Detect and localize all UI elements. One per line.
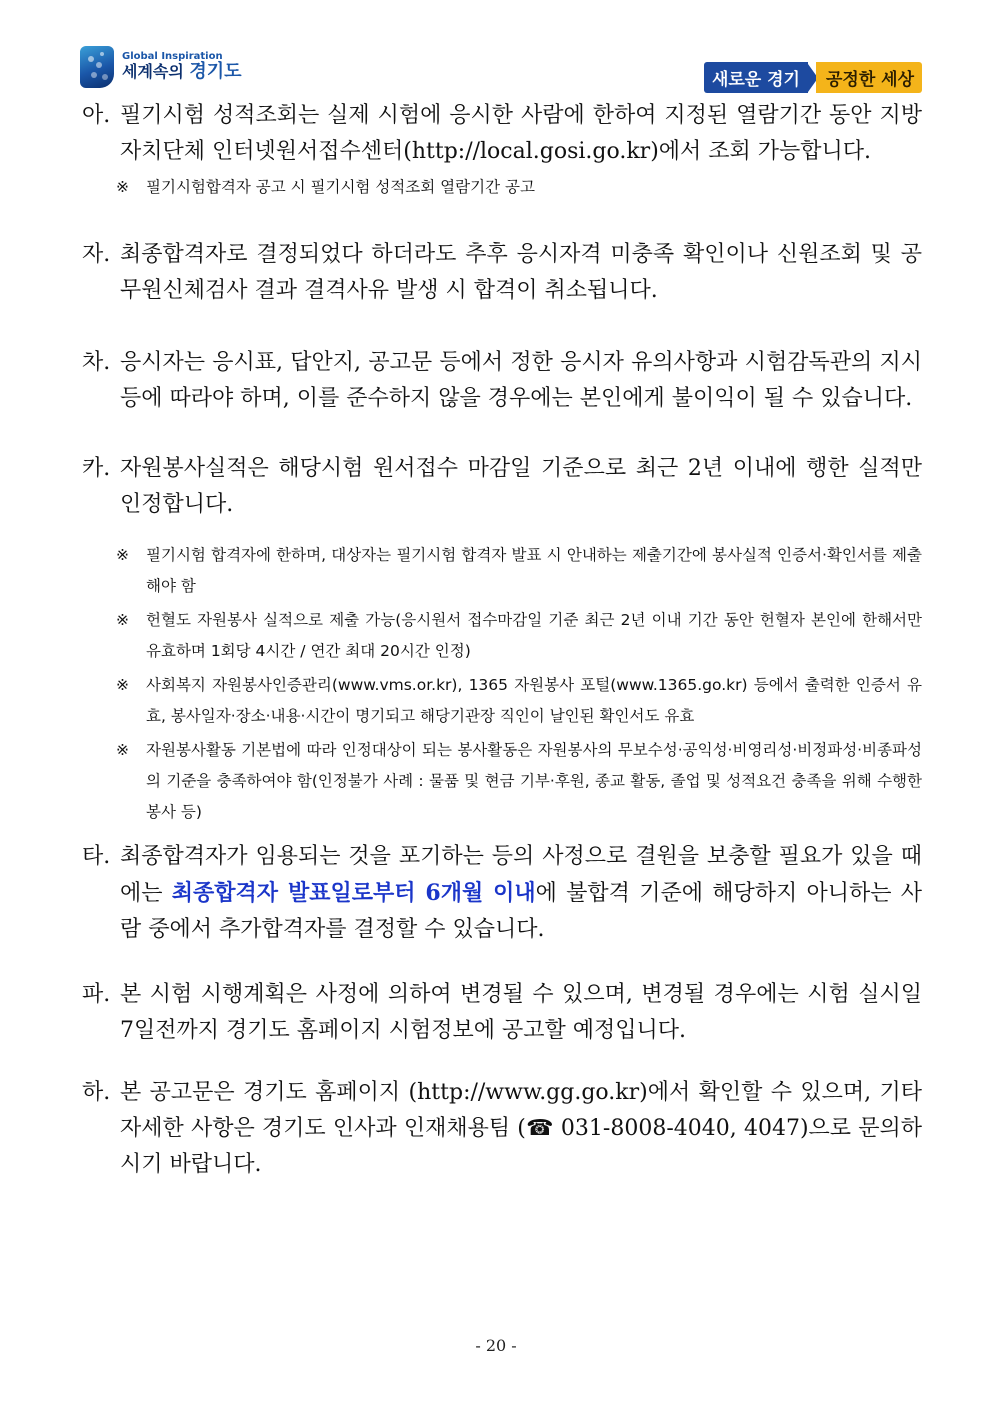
logo-korean	[122, 60, 242, 82]
note-text: 사회복지 자원봉사인증관리(www.vms.or.kr), 1365 자원봉사 포털(www.1365.go.kr) 등에서 출력한 인증서 유효, 봉사일자·장소·내용·시간이 명기되고 해당기관장 직인이 날인된 확인서도 유효	[146, 676, 922, 725]
note	[82, 605, 922, 667]
item-text: 자원봉사실적은 해당시험 원서접수 마감일 기준으로 최근 2년 이내에 행한 실적만 인정합니다.	[120, 456, 922, 517]
item-text: 본 공고문은 경기도 홈페이지 (http://www.gg.go.kr)에서 확인할 수 있으며, 기타 자세한 사항은 경기도 인사과 인재채용팀 (	[120, 1080, 922, 1141]
item-marker: 자.	[82, 242, 111, 267]
item-cha	[82, 345, 922, 417]
logo-name: 경기도	[189, 60, 242, 82]
note	[82, 172, 922, 203]
note-text: 자원봉사활동 기본법에 따라 인정대상이 되는 봉사활동은 자원봉사의 무보수성·공익성·비영리성·비정파성·비종파성의 기준을 충족하여야 함(인정불가 사례 : 물품 및 현금 기부·후원, 종교 활동, 졸업 및 성적요건 충족을 위해 수행한 봉사 등)	[146, 741, 922, 821]
item-ha	[82, 1075, 922, 1183]
item-ja	[82, 237, 922, 309]
item-marker: 하.	[82, 1080, 111, 1105]
note	[82, 735, 922, 828]
logo-prefix: 세계속의	[122, 61, 184, 81]
item-text: 필기시험 성적조회는 실제 시험에 응시한 사람에 한하여 지정된 열람기간 동안 지방자치단체 인터넷원서접수센터(http://local.gosi.go.kr)에서 조회 가능합니다.	[120, 103, 922, 164]
item-marker: 차.	[82, 350, 111, 375]
note-marker: ※	[116, 676, 129, 694]
item-marker: 타.	[82, 844, 111, 869]
globe-logo-icon	[80, 46, 114, 88]
item-text-continued: 에 불합격 기준에 해당하지 아니하는 사람 중에서 추가합격자를 결정할 수 있습니다.	[120, 881, 923, 942]
item-text: 응시자는 응시표, 답안지, 공고문 등에서 정한 응시자 유의사항과 시험감독관의 지시 등에 따라야 하며, 이를 준수하지 않을 경우에는 본인에게 불이익이 될 수 있습니다.	[120, 350, 922, 411]
item-text: 최종합격자가 임용되는 것을 포기하는 등의 사정으로 결원을 보충할 필요가 있을 때에는	[120, 844, 922, 906]
note	[82, 540, 922, 602]
logo-english: Global Inspiration	[122, 51, 223, 63]
note-marker: ※	[116, 178, 129, 196]
item-ta	[82, 839, 922, 948]
item-marker: 파.	[82, 982, 111, 1007]
page-number: - 20 -	[475, 1336, 517, 1355]
document-body	[82, 98, 922, 1183]
note-marker: ※	[116, 611, 129, 629]
item-a	[82, 98, 922, 170]
item-marker: 아.	[82, 103, 111, 128]
slogan-left: 새로운 경기	[704, 62, 808, 93]
item-marker: 카.	[82, 456, 111, 481]
note-text: 필기시험합격자 공고 시 필기시험 성적조회 열람기간 공고	[146, 178, 535, 196]
gyeonggi-logo	[80, 46, 242, 88]
item-pa	[82, 977, 922, 1049]
slogan-right: 공정한 세상	[816, 62, 922, 93]
slogan-banner	[704, 62, 922, 93]
item-ka	[82, 451, 922, 523]
item-text-continued: 031-8008-4040, 4047)으로 문의하시기 바랍니다.	[120, 1116, 922, 1177]
note-text: 헌혈도 자원봉사 실적으로 제출 가능(응시원서 접수마감일 기준 최근 2년 이내 기간 동안 헌혈자 본인에 한해서만 유효하며 1회당 4시간 / 연간 최대 20시간 인정)	[146, 611, 922, 660]
item-text: 최종합격자로 결정되었다 하더라도 추후 응시자격 미충족 확인이나 신원조회 및 공무원신체검사 결과 결격사유 발생 시 합격이 취소됩니다.	[120, 242, 922, 303]
item-text: 본 시험 시행계획은 사정에 의하여 변경될 수 있으며, 변경될 경우에는 시험 실시일 7일전까지 경기도 홈페이지 시험정보에 공고할 예정입니다.	[120, 982, 922, 1043]
page-header	[80, 46, 922, 102]
note	[82, 670, 922, 732]
highlighted-deadline: 최종합격자 발표일로부터 6개월 이내	[171, 880, 536, 906]
note-text: 필기시험 합격자에 한하며, 대상자는 필기시험 합격자 발표 시 안내하는 제출기간에 봉사실적 인증서·확인서를 제출해야 함	[146, 546, 922, 595]
note-marker: ※	[116, 741, 129, 759]
telephone-icon: ☎	[525, 1116, 554, 1141]
logo-text	[122, 52, 242, 81]
note-marker: ※	[116, 546, 129, 564]
